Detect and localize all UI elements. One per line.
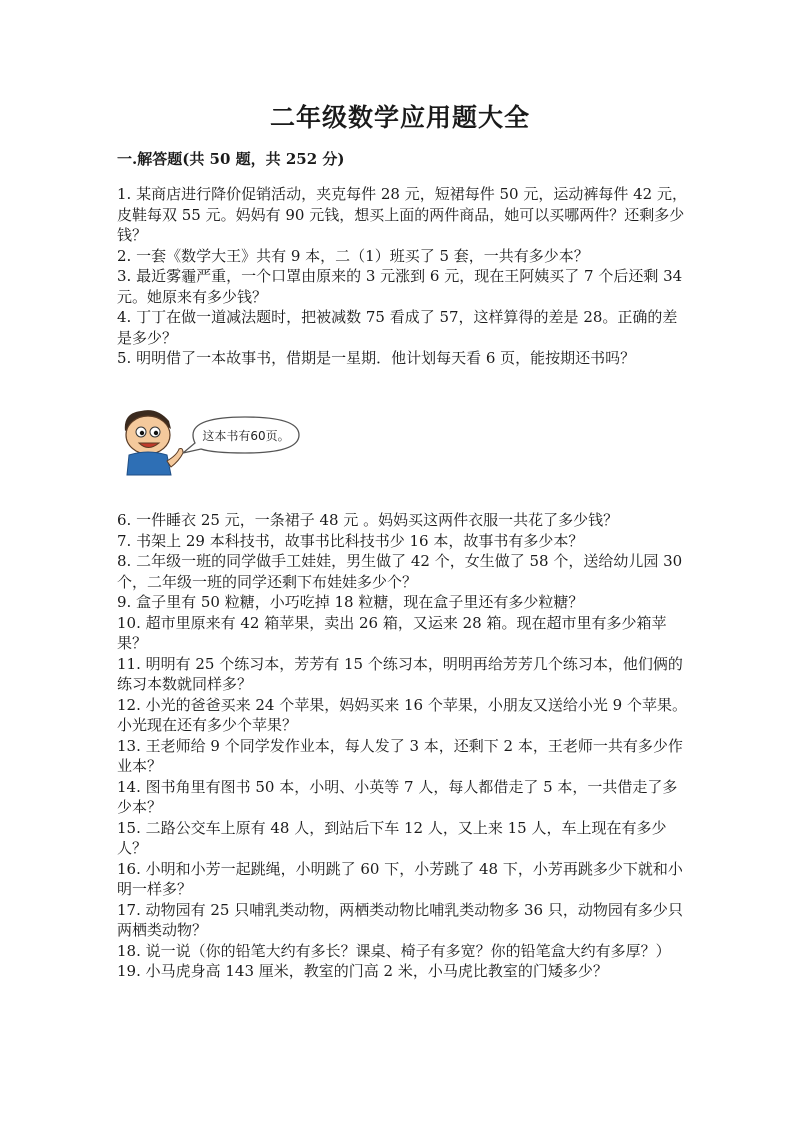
question-item: 18. 说一说（你的铅笔大约有多长？课桌、椅子有多宽？你的铅笔盒大约有多厚？）	[117, 941, 671, 960]
page-title: 二年级数学应用题大全	[269, 103, 530, 132]
question-item: 17. 动物园有 25 只哺乳类动物，两栖类动物比哺乳类动物多 36 只，动物园有多少只两栖类动物？	[117, 900, 683, 939]
question-item: 3. 最近雾霾严重，一个口罩由原来的 3 元涨到 6 元，现在王阿姨买了 7 个后还剩 34 元。她原来有多少钱？	[117, 267, 683, 306]
question-item: 2. 一套《数学大王》共有 9 本，二（1）班买了 5 套，一共有多少本？	[117, 246, 589, 265]
question-item: 8. 二年级一班的同学做手工娃娃，男生做了 42 个，女生做了 58 个，送给幼儿园 30 个，二年级一班的同学还剩下布娃娃多少个？	[117, 552, 683, 591]
question-list-part1	[117, 184, 687, 369]
question-item: 1. 某商店进行降价促销活动，夹克每件 28 元，短裙每件 50 元，运动裤每件 42 元，皮鞋每双 55 元。妈妈有 90 元钱，想买上面的两件商品，她可以买哪两件？还剩多少钱？	[117, 185, 687, 244]
question-item: 6. 一件睡衣 25 元，一条裙子 48 元 。妈妈买这两件衣服一共花了多少钱？	[117, 511, 619, 529]
question-item: 15. 二路公交车上原有 48 人，到站后下车 12 人，又上来 15 人，车上现在有多少人？	[117, 818, 667, 857]
speech-bubble-text: 这本书有60页。	[202, 429, 290, 443]
section-heading: 一.解答题(共 50 题，共 252 分)	[117, 150, 345, 168]
question-item: 4. 丁丁在做一道减法题时，把被减数 75 看成了 57，这样算得的差是 28。正确的差是多少？	[117, 308, 678, 347]
question-item: 7. 书架上 29 本科技书，故事书比科技书少 16 本，故事书有多少本？	[117, 531, 584, 550]
question-item: 11. 明明有 25 个练习本，芳芳有 15 个练习本，明明再给芳芳几个练习本，他们俩的练习本数就同样多？	[117, 654, 683, 693]
question-item: 16. 小明和小芳一起跳绳，小明跳了 60 下，小芳跳了 48 下，小芳再跳多少下就和小明一样多？	[117, 859, 683, 898]
question-item: 9. 盒子里有 50 粒糖，小巧吃掉 18 粒糖，现在盒子里还有多少粒糖？	[117, 593, 584, 611]
question-item: 10. 超市里原来有 42 箱苹果，卖出 26 箱，又运来 28 箱。现在超市里有多少箱苹果？	[117, 613, 667, 652]
question-item: 19. 小马虎身高 143 厘米，教室的门高 2 米，小马虎比教室的门矮多少？	[117, 962, 608, 980]
cartoon-figure	[117, 405, 332, 477]
boy-with-speech-bubble-illustration	[117, 405, 332, 477]
question-list-part2	[117, 510, 687, 982]
question-item: 13. 王老师给 9 个同学发作业本，每人发了 3 本，还剩下 2 本，王老师一共有多少作业本？	[117, 736, 683, 775]
question-item: 12. 小光的爸爸买来 24 个苹果，妈妈买来 16 个苹果，小朋友又送给小光 9 个苹果。小光现在还有多少个苹果？	[117, 695, 687, 734]
question-item: 5. 明明借了一本故事书，借期是一星期．他计划每天看 6 页，能按期还书吗？	[117, 349, 636, 367]
question-item: 14. 图书角里有图书 50 本，小明、小英等 7 人，每人都借走了 5 本，一共借走了多少本？	[117, 777, 678, 816]
